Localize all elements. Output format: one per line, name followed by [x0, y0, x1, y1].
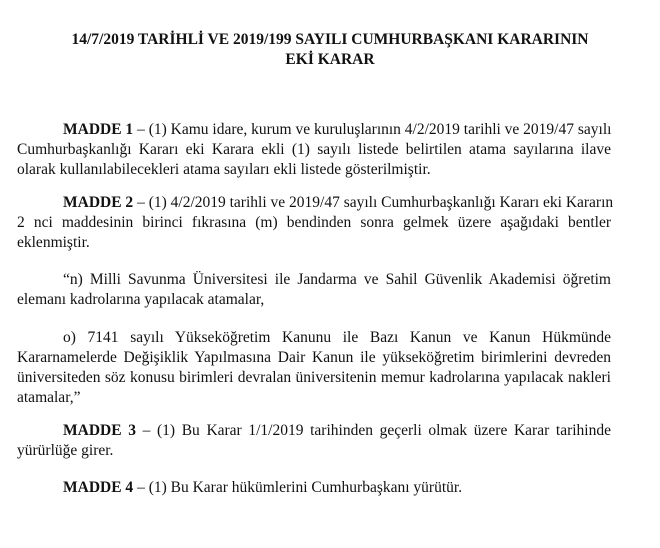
clause-o-line-3: üniversiteden söz konusu birimleri devralan üniversitenin memur kadrolarına yapılacak nakleri: [17, 369, 611, 386]
clause-n-line-1: “n) Milli Savunma Üniversitesi ile Jandarma ve Sahil Güvenlik Akademisi öğretim: [63, 271, 611, 288]
article-4-line-1: MADDE 4 – (1) Bu Karar hükümlerini Cumhurbaşkanı yürütür.: [63, 479, 463, 496]
article-3-line-2: yürürlüğe girer.: [17, 442, 114, 459]
clause-o-line-2: Kararnamelerde Değişiklik Yapılmasına Dair Kanun ile yükseköğretim birimlerini devreden: [17, 349, 611, 366]
article-1-line-3: olarak kullanılabilecekleri atama sayıları ekli listede gösterilmiştir.: [17, 161, 431, 178]
article-2-line-3: eklenmiştir.: [17, 234, 90, 251]
article-1-label: MADDE 1: [63, 121, 134, 138]
article-2-line-1: MADDE 2 – (1) 4/2/2019 tarihli ve 2019/47 sayılı Cumhurbaşkanlığı Kararı eki Kararın: [63, 194, 614, 211]
article-2-label: MADDE 2: [63, 194, 134, 211]
article-2-line-2: 2 nci maddesinin birinci fıkrasına (m) bendinden sonra gelmek üzere aşağıdaki bentler: [17, 214, 611, 231]
clause-o-line-1: o) 7141 sayılı Yükseköğretim Kanunu ile Bazı Kanun ve Kanun Hükmünde: [63, 329, 611, 346]
article-3-label: MADDE 3: [63, 422, 136, 439]
article-4-label: MADDE 4: [63, 479, 134, 496]
clause-o-line-4: atamalar,”: [17, 389, 81, 406]
document-title-line-1: 14/7/2019 TARİHLİ VE 2019/199 SAYILI CUMHURBAŞKANI KARARININ: [71, 31, 589, 48]
article-1-line-2: Cumhurbaşkanlığı Kararı eki Karara ekli (1) sayılı listede belirtilen atama sayılarına ilave: [17, 141, 611, 158]
document-title-line-2: EKİ KARAR: [285, 51, 375, 68]
clause-n-line-2: elemanı kadrolarına yapılacak atamalar,: [17, 291, 265, 308]
article-1-line-1: MADDE 1 – (1) Kamu idare, kurum ve kuruluşlarının 4/2/2019 tarihli ve 2019/47 sayılı: [63, 121, 612, 138]
article-3-line-1: MADDE 3 – (1) Bu Karar 1/1/2019 tarihinden geçerli olmak üzere Karar tarihinde: [63, 422, 611, 439]
